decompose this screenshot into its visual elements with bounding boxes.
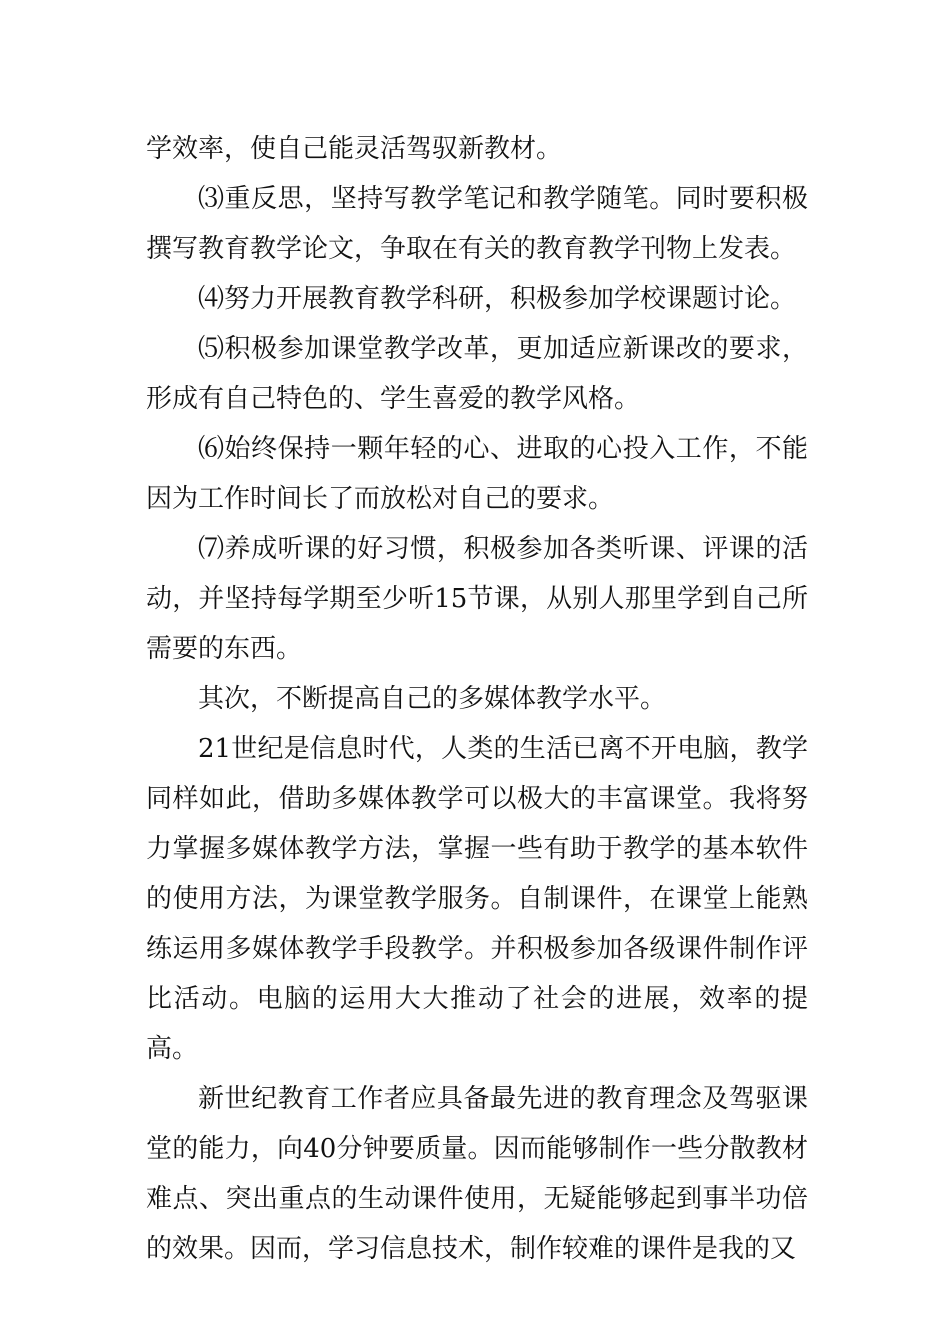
paragraph: ⑺养成听课的好习惯，积极参加各类听课、评课的活动，并坚持每学期至少听15节课，从别人那里学到自己所需要的东西。 xyxy=(146,534,808,664)
document-body xyxy=(146,124,808,1274)
paragraph: 其次，不断提高自己的多媒体教学水平。 xyxy=(198,684,667,714)
paragraph: ⑷努力开展教育教学科研，积极参加学校课题讨论。 xyxy=(198,284,797,314)
paragraph: 21世纪是信息时代，人类的生活已离不开电脑，教学同样如此，借助多媒体教学可以极大的丰富课堂。我将努力掌握多媒体教学方法，掌握一些有助于教学的基本软件的使用方法，为课堂教学服务。自制课件，在课堂上能熟练运用多媒体教学手段教学。并积极参加各级课件制作评比活动。电脑的运用大大推动了社会的进展，效率的提高。 xyxy=(146,734,808,1064)
paragraph: 学效率，使自己能灵活驾驭新教材。 xyxy=(146,134,563,164)
paragraph: ⑹始终保持一颗年轻的心、进取的心投入工作，不能因为工作时间长了而放松对自己的要求。 xyxy=(146,434,808,514)
paragraph: 新世纪教育工作者应具备最先进的教育理念及驾驱课堂的能力，向40分钟要质量。因而能够制作一些分散教材难点、突出重点的生动课件使用，无疑能够起到事半功倍的效果。因而，学习信息技术，制作较难的课件是我的又 xyxy=(146,1084,808,1264)
paragraph: ⑶重反思，坚持写教学笔记和教学随笔。同时要积极撰写教育教学论文，争取在有关的教育教学刊物上发表。 xyxy=(146,184,808,264)
paragraph: ⑸积极参加课堂教学改革，更加适应新课改的要求，形成有自己特色的、学生喜爱的教学风格。 xyxy=(146,334,808,414)
